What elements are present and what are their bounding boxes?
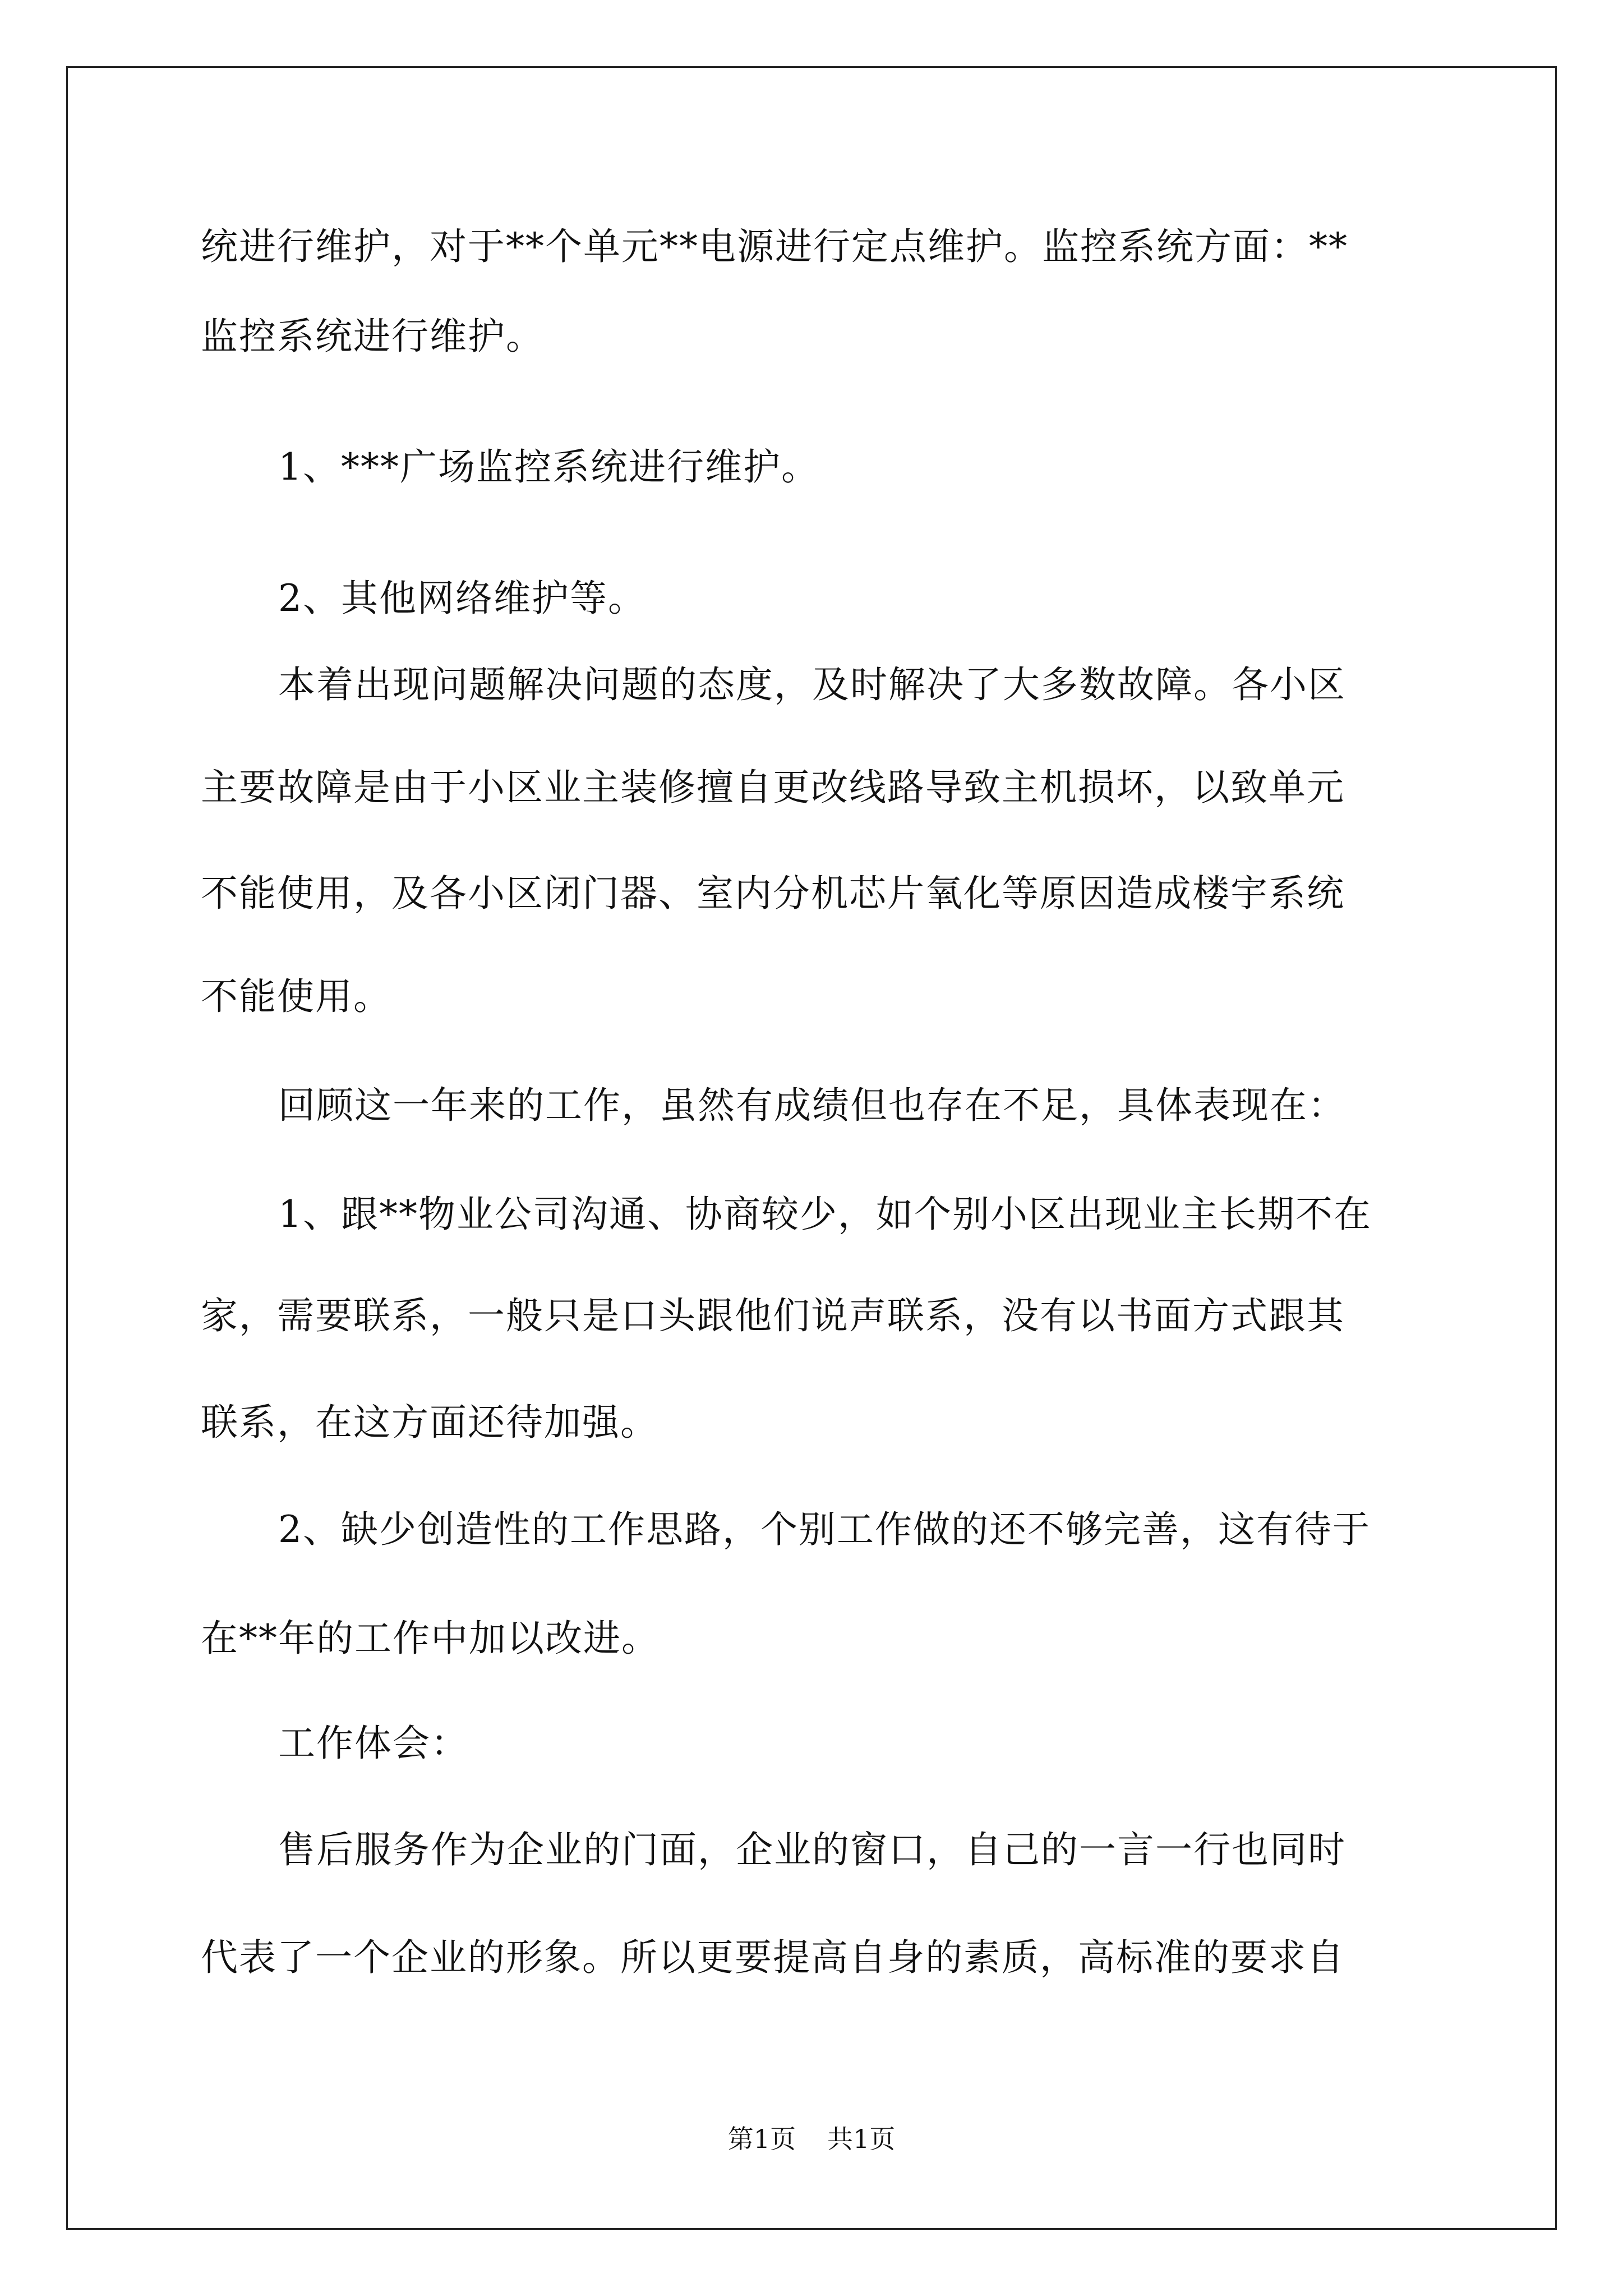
text-line: 不能使用，及各小区闭门器、室内分机芯片氧化等原因造成楼宇系统 xyxy=(201,872,1345,915)
text-line: 本着出现问题解决问题的态度，及时解决了大多数故障。各小区 xyxy=(278,663,1346,706)
page-number: 第1页 xyxy=(727,2124,796,2154)
text-line: 在**年的工作中加以改进。 xyxy=(201,1617,660,1660)
text-line: 不能使用。 xyxy=(201,975,391,1018)
text-line: 代表了一个企业的形象。所以更要提高自身的素质，高标准的要求自 xyxy=(201,1936,1345,1979)
text-line: 工作体会： xyxy=(278,1722,469,1765)
text-line: 监控系统进行维护。 xyxy=(201,315,544,358)
page-footer xyxy=(0,2123,1623,2155)
text-line: 统进行维护，对于**个单元**电源进行定点维护。监控系统方面：** xyxy=(201,225,1348,268)
text-line: 2、其他网络维护等。 xyxy=(278,577,646,620)
page-total: 共1页 xyxy=(827,2124,896,2154)
text-line: 2、缺少创造性的工作思路，个别工作做的还不够完善，这有待于 xyxy=(278,1508,1371,1551)
text-line: 主要故障是由于小区业主装修擅自更改线路导致主机损坏，以致单元 xyxy=(201,766,1345,809)
text-line: 1、跟**物业公司沟通、协商较少，如个别小区出现业主长期不在 xyxy=(278,1193,1372,1236)
page-border xyxy=(66,66,1557,2230)
text-line: 联系，在这方面还待加强。 xyxy=(201,1401,658,1444)
text-line: 售后服务作为企业的门面，企业的窗口，自己的一言一行也同时 xyxy=(278,1828,1346,1871)
text-line: 家，需要联系，一般只是口头跟他们说声联系，没有以书面方式跟其 xyxy=(201,1294,1345,1337)
text-line: 回顾这一年来的工作，虽然有成绩但也存在不足，具体表现在： xyxy=(278,1084,1346,1127)
text-line: 1、***广场监控系统进行维护。 xyxy=(278,445,819,489)
